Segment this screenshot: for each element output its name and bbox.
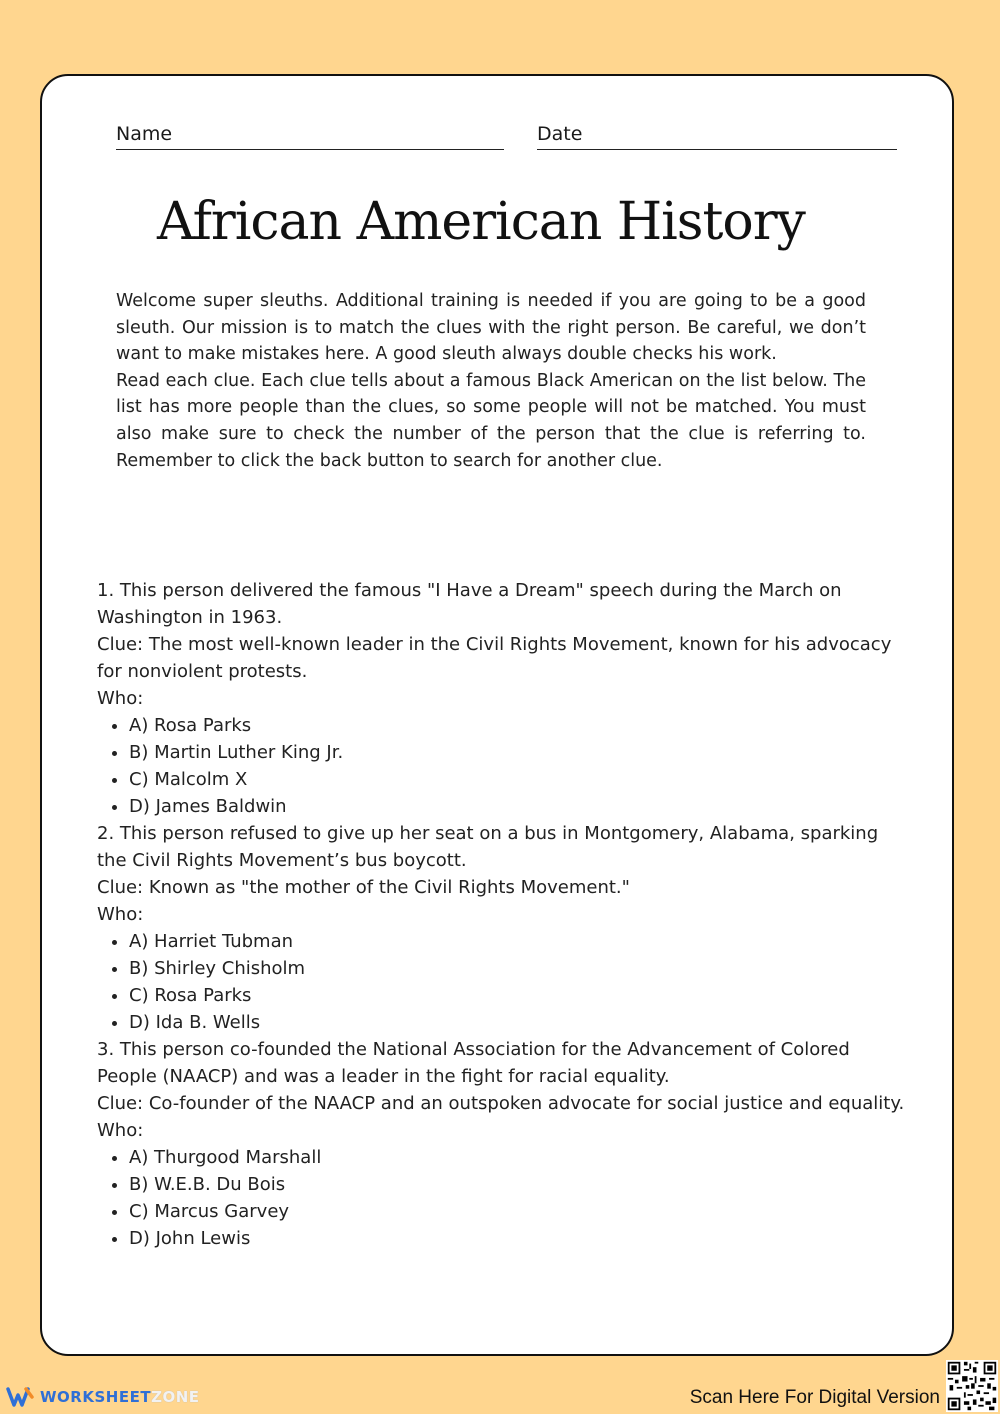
question-clue: Clue: Co-founder of the NAACP and an outspoken advocate for social justice and equality. (97, 1093, 905, 1114)
worksheetzone-logo-icon (6, 1385, 36, 1409)
answer-option[interactable]: • D) James Baldwin (129, 793, 907, 820)
name-label: Name (116, 123, 173, 145)
date-label: Date (537, 123, 583, 145)
answer-option[interactable]: • C) Malcolm X (129, 766, 907, 793)
answer-option[interactable]: • A) Thurgood Marshall (129, 1144, 907, 1171)
worksheetzone-brand[interactable] (6, 1384, 200, 1410)
answer-option[interactable]: • A) Harriet Tubman (129, 928, 907, 955)
page-title: African American History (157, 192, 805, 252)
question-block (97, 820, 907, 1036)
question-clue: Clue: The most well-known leader in the Civil Rights Movement, known for his advocacy for nonviolent protests. (97, 634, 892, 682)
question-who: Who: (97, 904, 144, 925)
answer-option[interactable]: • D) Ida B. Wells (129, 1009, 907, 1036)
question-who: Who: (97, 1120, 144, 1141)
question-clue: Clue: Known as "the mother of the Civil Rights Movement." (97, 877, 630, 898)
intro-paragraph-1: Welcome super sleuths. Additional training is needed if you are going to be a good sleuth. Our mission is to match the clues with the right person. Be careful, we don’t want to make mistakes here. A good sleuth always double checks his work. (116, 291, 866, 365)
question-prompt: 3. This person co-founded the National Association for the Advancement of Colored People (NAACP) and was a leader in the fight for racial equality. (97, 1039, 850, 1087)
answer-options (97, 928, 907, 1036)
question-prompt: 2. This person refused to give up her seat on a bus in Montgomery, Alabama, sparking the Civil Rights Movement’s bus boycott. (97, 823, 879, 871)
brand-name-part-1: WORKSHEET (40, 1388, 152, 1406)
answer-options (97, 1144, 907, 1252)
intro-paragraph-2: Read each clue. Each clue tells about a famous Black American on the list below. The list has more people than the clues, so some people will not be matched. You must also make sure to check the number of the person that the clue is referring to. Remember to click the back button to search for another clue. (116, 370, 866, 471)
question-prompt: 1. This person delivered the famous "I Have a Dream" speech during the March on Washington in 1963. (97, 580, 842, 628)
answer-option[interactable]: • B) W.E.B. Du Bois (129, 1171, 907, 1198)
answer-option[interactable]: • C) Marcus Garvey (129, 1198, 907, 1225)
intro-text (116, 288, 866, 474)
qr-code-icon[interactable] (946, 1360, 998, 1412)
question-block (97, 577, 907, 820)
question-block (97, 1036, 907, 1252)
scan-caption: Scan Here For Digital Version (689, 1387, 940, 1408)
answer-option[interactable]: • B) Martin Luther King Jr. (129, 739, 907, 766)
answer-options (97, 712, 907, 820)
questions-section (97, 577, 907, 1252)
question-who: Who: (97, 688, 144, 709)
brand-name-part-2: ZONE (151, 1388, 200, 1406)
answer-option[interactable]: • D) John Lewis (129, 1225, 907, 1252)
date-field[interactable] (537, 121, 897, 150)
answer-option[interactable]: • B) Shirley Chisholm (129, 955, 907, 982)
answer-option[interactable]: • A) Rosa Parks (129, 712, 907, 739)
name-field[interactable] (116, 121, 504, 150)
answer-option[interactable]: • C) Rosa Parks (129, 982, 907, 1009)
